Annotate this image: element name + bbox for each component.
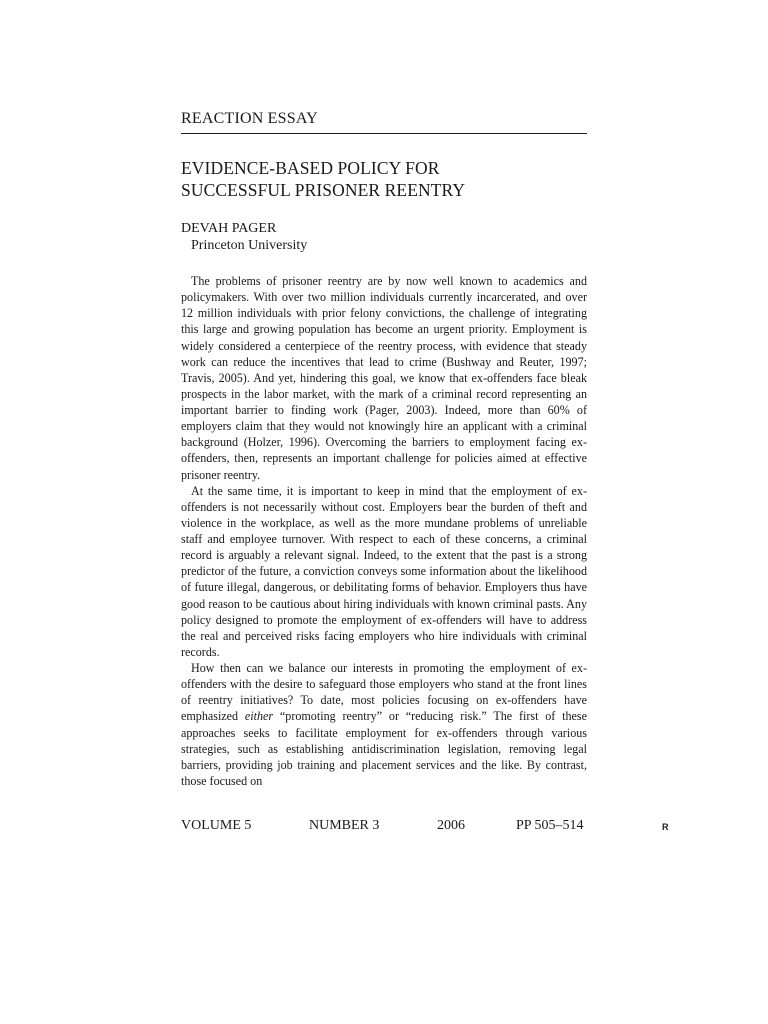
section-label: REACTION ESSAY: [181, 110, 318, 127]
paragraph-1: The problems of prisoner reentry are by now well known to academics and policymakers. With over two million individuals currently incarcerated, and over 12 million individuals with prior felony convictions, the challenge of integrating this large and growing population has become an urgent priority. Employment is widely considered a centerpiece of the reentry process, with evidence that steady work can reduce the incentives that lead to crime (Bushway and Reuter, 1997; Travis, 2005). And yet, hindering this goal, we know that ex-offenders face bleak prospects in the labor market, with the mark of a criminal record representing an important barrier to finding work (Pager, 2003). Indeed, more than 60% of employers claim that they would not knowingly hire an applicant with a criminal background (Holzer, 1996). Overcoming the barriers to employment facing ex-offenders, then, represents an important challenge for policies aimed at effective prisoner reentry.: [181, 274, 587, 482]
article-title: [181, 157, 465, 201]
paragraph-3-text-end: “promoting reentry” or “reducing risk.” The first of these approaches seeks to facilitate employment for ex-offenders through various strategies, such as establishing antidiscrimination legislation, removing legal barriers, providing job training and placement services and the like. By contrast, those focused on: [181, 709, 587, 788]
article-body: [181, 273, 587, 789]
footer-volume: VOLUME 5: [181, 818, 252, 833]
journal-footer: [181, 818, 587, 836]
publisher-mark: R: [662, 822, 669, 832]
author-affiliation: Princeton University: [191, 238, 308, 253]
footer-year: 2006: [437, 818, 465, 833]
paragraph-3: [181, 660, 587, 789]
footer-pages: PP 505–514: [516, 818, 584, 833]
title-line-2: SUCCESSFUL PRISONER REENTRY: [181, 180, 466, 200]
footer-number: NUMBER 3: [309, 818, 380, 833]
author-name: DEVAH PAGER: [181, 221, 277, 236]
paragraph-3-emphasis: either: [244, 709, 274, 724]
paragraph-2: At the same time, it is important to keep in mind that the employment of ex-offenders is not necessarily without cost. Employers bear the burden of theft and violence in the workplace, as well as the more mundane problems of unreliable staff and employee turnover. With respect to each of these concerns, a criminal record is arguably a relevant signal. Indeed, to the extent that the past is a strong predictor of the future, a conviction conveys some information about the likelihood of future illegal, dangerous, or debilitating forms of behavior. Employers thus have good reason to be cautious about hiring individuals with known criminal pasts. Any policy designed to promote the employment of ex-offenders will have to address the real and perceived risks facing employers who hire individuals with criminal records.: [181, 483, 587, 659]
section-divider: [181, 133, 587, 134]
title-line-1: EVIDENCE-BASED POLICY FOR: [181, 158, 440, 178]
paragraph-3-text-start: How then can we balance our interests in promoting the employment of ex-offenders with the desire to safeguard those employers who stand at the front lines of reentry initiatives? To date, most policies focusing on ex-offenders have emphasized: [181, 661, 587, 724]
